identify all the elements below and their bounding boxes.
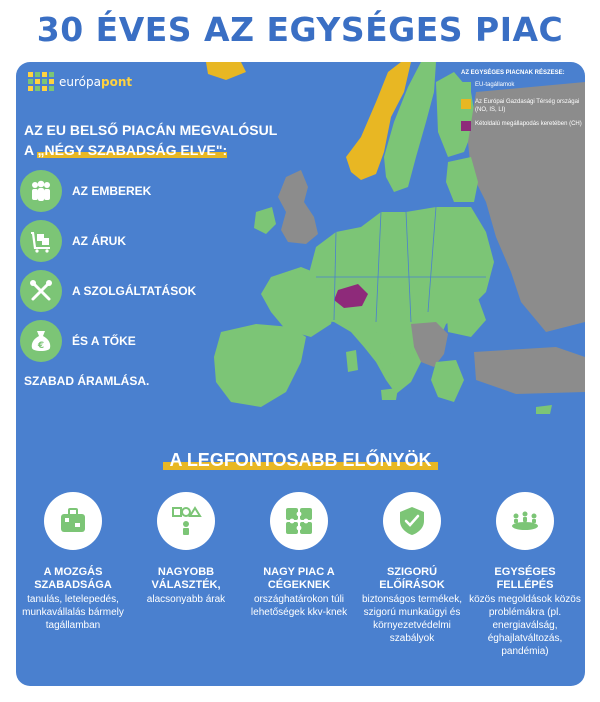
legend-item-bilateral: Kétoldalú megállapodás keretében (CH) (461, 120, 583, 131)
tools-icon (20, 270, 62, 312)
freedom-goods: AZ ÁRUK (20, 220, 126, 262)
infographic-panel (16, 62, 585, 686)
map-ireland (254, 207, 276, 234)
map-turkey (474, 347, 585, 394)
benefit-strict-rules: SZIGORÚ ELŐÍRÁSOK biztonságos termékek, szigorú munkaügyi és környezetvédelmi szabályok (356, 492, 468, 645)
benefit-mobility: A MOZGÁS SZABADSÁGA tanulás, letelepedés, munkavállalás bármely tagállamban (17, 492, 129, 632)
svg-text:€: € (37, 341, 45, 351)
benefit-big-market: NAGY PIAC A CÉGEKNEK országhatárokon túli lehetőségek kkv-knek (243, 492, 355, 619)
map-romania (446, 298, 486, 337)
map-iberia (214, 324, 306, 407)
europapont-logo (28, 72, 132, 91)
map-greece (431, 360, 464, 402)
benefit-choice: NAGYOBB VÁLASZTÉK, alacsonyabb árak (130, 492, 242, 606)
map-sicily (381, 388, 398, 400)
map-cyprus (536, 405, 552, 414)
people-icon (20, 170, 62, 212)
freedom-capital: € ÉS A TŐKE (20, 320, 136, 362)
freedom-services: A SZOLGÁLTATÁSOK (20, 270, 196, 312)
map-legend (461, 70, 583, 137)
money-bag-icon (20, 320, 62, 362)
legend-swatch-bilateral (461, 121, 471, 131)
logo-mark-icon (28, 72, 54, 91)
closing-text: SZABAD ÁRAMLÁSA. (24, 374, 150, 388)
shapes-choice-icon (157, 492, 215, 550)
legend-title: AZ EGYSÉGES PIACNAK RÉSZESE: (461, 70, 565, 76)
logo-text: európapont (59, 74, 133, 89)
meeting-table-icon (496, 492, 554, 550)
intro-text (24, 120, 324, 160)
intro-line-2: A „NÉGY SZABADSÁG ELVE": (24, 142, 228, 158)
four-freedoms-highlight: „NÉGY SZABADSÁG ELVE": (37, 142, 228, 158)
suitcase-icon (44, 492, 102, 550)
map-iceland (206, 62, 246, 80)
map-sardinia (346, 350, 358, 372)
map-uk (278, 170, 318, 244)
intro-line-1: AZ EU BELSŐ PIACÁN MEGVALÓSUL (24, 122, 278, 138)
shield-check-icon (383, 492, 441, 550)
legend-swatch-eea (461, 99, 471, 109)
freedom-people: AZ EMBEREK (20, 170, 151, 212)
benefit-united-action: EGYSÉGES FELLÉPÉS közös megoldások közös problémákra (pl. energiaválság, éghajlatváltozás, pandémia) (469, 492, 581, 658)
legend-item-eea: Az Európai Gazdasági Térség országai (NO, IS, LI) (461, 98, 583, 114)
page-title: 30 ÉVES AZ EGYSÉGES PIAC (36, 10, 564, 49)
benefits-title: A LEGFONTOSABB ELŐNYÖK (16, 450, 585, 471)
legend-swatch-eu (461, 82, 471, 92)
cart-icon (20, 220, 62, 262)
puzzle-icon (270, 492, 328, 550)
legend-item-eu: EU-tagállamok (461, 81, 583, 92)
